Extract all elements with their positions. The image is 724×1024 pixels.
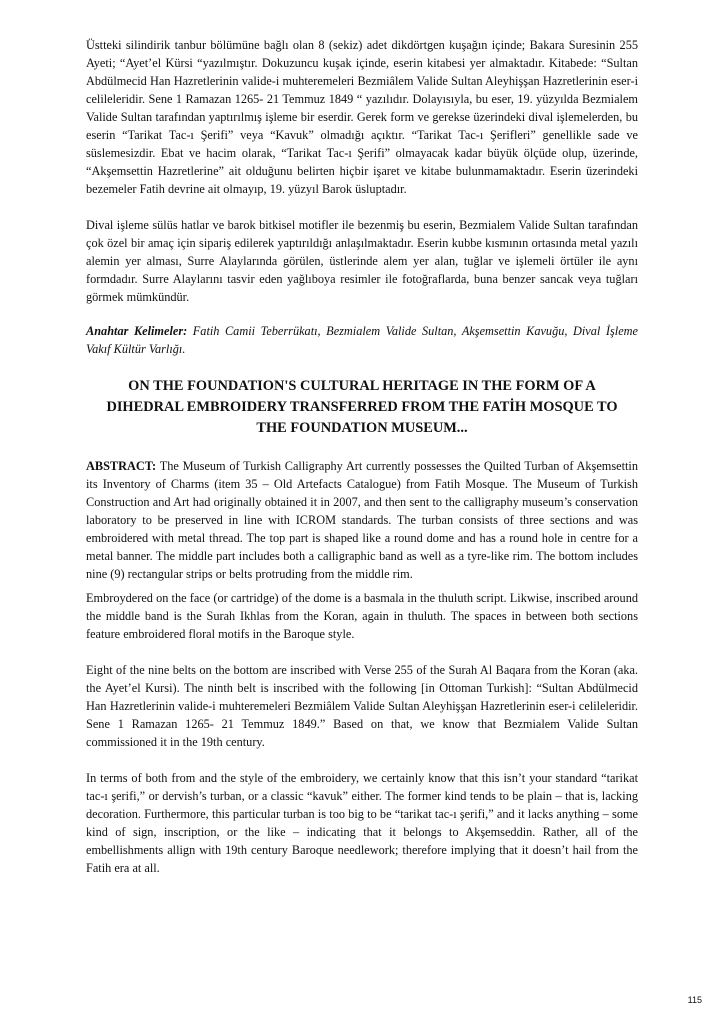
keywords-line — [86, 322, 638, 358]
page-content — [86, 36, 638, 877]
keywords-label: Anahtar Kelimeler: — [86, 324, 188, 338]
abstract-paragraph-2: Embroydered on the face (or cartridge) of the dome is a basmala in the thuluth script. Likwise, inscribed around the middle band is the Surah Ikhlas from the Koran, again in thuluth. The spaces in between both sections feature embroidered floral motifs in the Baroque style. — [86, 591, 638, 641]
page-number: 115 — [687, 995, 702, 1005]
turkish-paragraph-2: Dival işleme sülüs hatlar ve barok bitkisel motifler ile bezenmiş bu eserin, Bezmialem Valide Sultan tarafından çok özel bir amaç için sipariş edilerek yaptırıldığı anlaşılmaktadır. Eserin kubbe kısmının ortasında metal yazılı alemin yer alması, Surre Alaylarında görülen, üstlerinde alem yer alan, tuğlar ve işlemeli örtüler ile aynı formdadır. Surre Alaylarını tasvir eden yağlıboya resimler ile fotoğraflarda, buna benzer sancak veya tuğları görmek mümkündür. — [86, 218, 638, 304]
abstract-paragraph-3: Eight of the nine belts on the bottom are inscribed with Verse 255 of the Surah Al Baqara from the Koran (aka. the Ayet’el Kursi). The ninth belt is inscribed with the following [in Ottoman Turkish]: “Sultan Abdülmecid Han Hazretlerinin valide-i muhteremeleri Bezmiâlem Valide Sultan Aleyhişşan Hazretlerinin eser-i celileleridir. Sene 1 Ramazan 1265- 21 Temmuz 1849.” Based on that, we know that Bezmialem Valide Sultan commissioned it in the 19th century. — [86, 663, 638, 749]
english-title-line-2: DIHEDRAL EMBROIDERY TRANSFERRED FROM THE FATİH MOSQUE TO — [106, 399, 618, 415]
english-title-line-3: THE FOUNDATION MUSEUM... — [256, 420, 468, 436]
abstract-paragraph-1-text: The Museum of Turkish Calligraphy Art currently possesses the Quilted Turban of Akşemsettin its Inventory of Charms (item 35 – Old Artefacts Catalogue) from Fatih Mosque. The Museum of Turkish Construction and Art had originally obtained it in 2007, and then sent to the calligraphy museum’s conservation laboratory to be preserved in line with ICROM standards. The turban consists of three sections and was embroidered with metal thread. The top part is shaped like a round dome and has a round hole in centre for a metal banner. The middle part includes both a calligraphic band as well as a tyre-like rim. The bottom includes nine (9) rectangular strips or belts protruding from the middle rim. — [86, 459, 638, 581]
abstract-label: ABSTRACT: — [86, 459, 157, 473]
abstract-paragraph-1 — [86, 457, 638, 583]
english-title — [86, 376, 638, 439]
abstract-paragraph-4: In terms of both from and the style of the embroidery, we certainly know that this isn’t your standard “tarikat tac-ı şerifi,” or dervish’s turban, or a classic “kavuk” either. The former kind tends to be plain – that is, lacking decoration. Furthermore, this particular turban is too big to be “tarikat tac-ı şerifi,” and it lacks anything – some kind of sign, inscription, or the like – indicating that it belongs to Akşemseddin. Rather, all of the embellishments allign with 19th century Baroque needlework; therefore implying that it doesn’t hail from the Fatih era at all. — [86, 771, 638, 875]
english-title-line-1: ON THE FOUNDATION'S CULTURAL HERITAGE IN THE FORM OF A — [128, 378, 596, 394]
turkish-paragraph-1: Üstteki silindirik tanbur bölümüne bağlı olan 8 (sekiz) adet dikdörtgen kuşağın içinde; Bakara Suresinin 255 Ayeti; “Ayet’el Kürsi “yazılmıştır. Dokuzuncu kuşak içinde, eserin kitabesi yer almaktadır. Kitabede: “Sultan Abdülmecid Han Hazretlerinin valide-i muhteremeleri Bezmiâlem Valide Sultan Aleyhişşan Hazretlerinin eser-i celileleridir. Sene 1 Ramazan 1265- 21 Temmuz 1849 “ yazılıdır. Dolayısıyla, bu eser, 19. yüzyılda Bezmialem Valide Sultan tarafından yaptırılmış işleme bir eserdir. Gerek form ve gerekse üzerindeki dival işlemelerden, bu eserin “Tarikat Tac-ı Şerifi” veya “Kavuk” olmadığı açıktır. “Tarikat Tac-ı Şerifleri” genellikle sade ve süslemesizdir. Ebat ve hacim olarak, “Tarikat Tac-ı Şerifi” olmayacak kadar büyük ölçüde olup, üzerinde, “Akşemsettin Hazretlerine” ait olduğunu belirten hiçbir işaret ve kitabe bulunmamaktadır. Eserin üzerindeki bezemeler Fatih devrine ait olmayıp, 19. yüzyıl Barok üsluptadır. — [86, 38, 638, 196]
keywords-text: Fatih Camii Teberrükatı, Bezmialem Valide Sultan, Akşemsettin Kavuğu, Dival İşleme Vakıf Kültür Varlığı. — [86, 324, 638, 356]
